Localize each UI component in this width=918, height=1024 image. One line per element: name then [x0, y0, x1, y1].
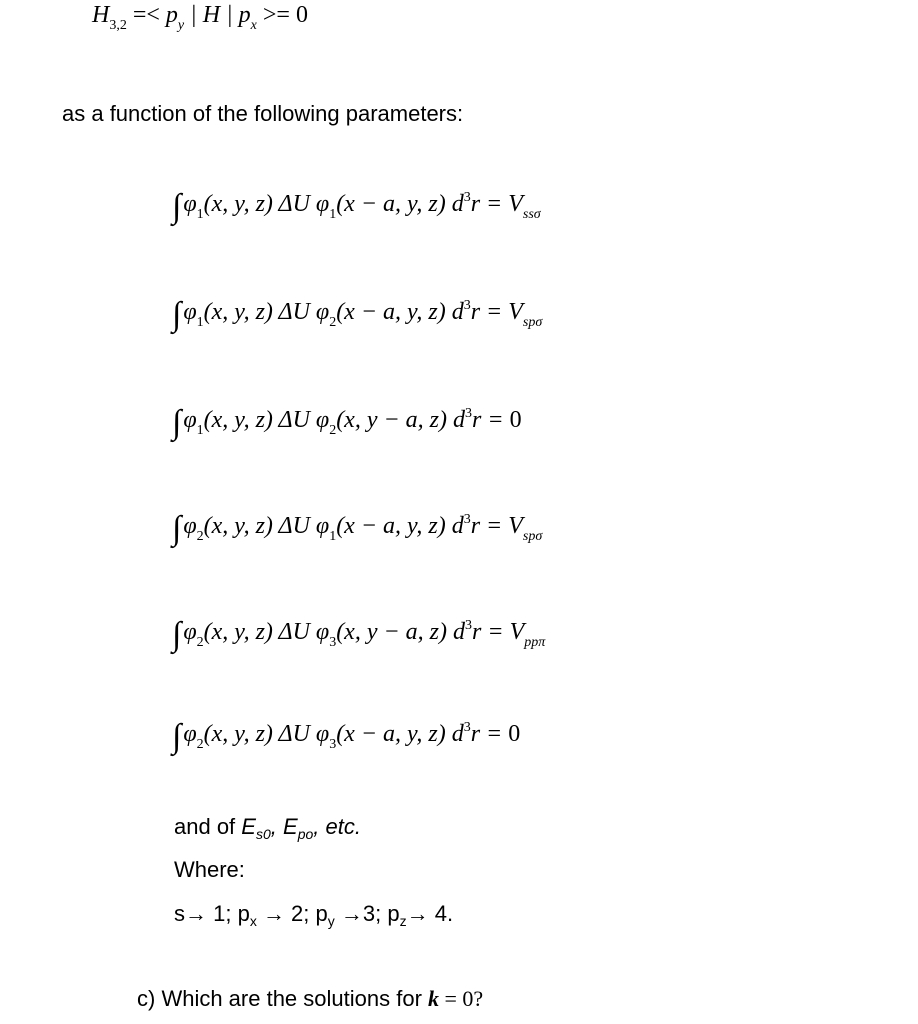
and-prefix: and of	[174, 814, 242, 839]
orbital-py: p	[165, 2, 178, 28]
rhs: V	[509, 619, 525, 645]
phi-b: φ	[315, 191, 330, 217]
args-b: (x − a, y, z) d	[336, 721, 464, 747]
orbital-py-subscript: y	[327, 913, 335, 929]
integral-sign: ∫	[172, 718, 182, 755]
equation-row	[172, 510, 542, 548]
rhs-subscript: spσ	[522, 529, 543, 544]
orbital-s: s	[174, 901, 185, 926]
hamiltonian-element-line	[92, 2, 308, 34]
orbital-py-index: →3;	[334, 901, 388, 926]
question-label: c) Which are the solutions for	[137, 986, 429, 1011]
equation-row	[172, 188, 541, 226]
phi-a: φ	[183, 407, 197, 433]
integral-sign: ∫	[172, 296, 182, 333]
where-label: Where:	[174, 857, 245, 882]
question-c	[137, 986, 483, 1012]
orbital-pz-index: → 4.	[406, 901, 454, 926]
tail: r =	[470, 513, 509, 539]
tail: r =	[472, 619, 510, 645]
phi-a-subscript: 2	[196, 635, 204, 650]
integral-sign: ∫	[172, 616, 182, 653]
power: 3	[463, 298, 471, 313]
args-a: (x, y, z) ΔU	[203, 513, 316, 539]
phi-a: φ	[183, 721, 197, 747]
ket-close-result: >= 0	[256, 2, 308, 28]
rhs: 0	[509, 407, 522, 433]
phi-a-subscript: 1	[196, 207, 204, 222]
hamiltonian-subscript: 3,2	[109, 18, 127, 33]
args-a: (x, y, z) ΔU	[203, 299, 316, 325]
orbital-px: p	[238, 2, 251, 28]
bra-open: =<	[126, 2, 166, 28]
orbital-px-index: → 2;	[256, 901, 316, 926]
phi-b-subscript: 3	[329, 737, 337, 752]
orbital-s-index: → 1;	[185, 901, 238, 926]
args-b: (x − a, y, z) d	[336, 191, 464, 217]
orbital-py: p	[315, 901, 328, 926]
hamiltonian-symbol: H	[92, 2, 110, 28]
separator: ,	[270, 814, 283, 839]
rhs: V	[508, 191, 523, 217]
phi-a: φ	[183, 191, 197, 217]
integral-sign: ∫	[172, 404, 182, 441]
phi-a-subscript: 2	[196, 737, 204, 752]
phi-b-subscript: 1	[329, 529, 337, 544]
energy-s: E	[241, 814, 256, 839]
phi-b: φ	[315, 299, 330, 325]
integral-sign: ∫	[172, 188, 182, 225]
rhs-subscript: spσ	[522, 315, 543, 330]
tail: r =	[470, 721, 509, 747]
phi-a: φ	[183, 513, 197, 539]
phi-b: φ	[315, 513, 330, 539]
args-a: (x, y, z) ΔU	[203, 191, 316, 217]
orbital-py-subscript: y	[177, 18, 185, 33]
energy-p: E	[283, 814, 298, 839]
args-a: (x, y, z) ΔU	[203, 619, 316, 645]
rhs: V	[508, 513, 523, 539]
power: 3	[465, 618, 473, 633]
k-vector: k	[428, 986, 440, 1011]
phi-b: φ	[315, 619, 330, 645]
phi-b: φ	[315, 721, 330, 747]
orbital-px-subscript: x	[250, 18, 257, 33]
phi-b-subscript: 1	[329, 207, 337, 222]
args-b: (x, y − a, z) d	[336, 407, 466, 433]
phi-b-subscript: 2	[329, 315, 337, 330]
equation-row	[172, 404, 522, 442]
orbital-px: p	[237, 901, 250, 926]
args-b: (x, y − a, z) d	[336, 619, 466, 645]
tail: r =	[470, 299, 509, 325]
rhs: V	[508, 299, 523, 325]
orbital-pz: p	[387, 901, 400, 926]
phi-b-subscript: 2	[329, 423, 337, 438]
intro-text: as a function of the following parameters:	[62, 101, 464, 126]
question-tail: = 0?	[439, 986, 484, 1011]
rhs-subscript: ssσ	[522, 207, 541, 222]
equation-row	[172, 718, 520, 756]
phi-a-subscript: 1	[196, 423, 204, 438]
rhs-subscript: ppπ	[524, 635, 546, 650]
tail: r =	[472, 407, 510, 433]
phi-b: φ	[315, 407, 330, 433]
integral-sign: ∫	[172, 510, 182, 547]
phi-a-subscript: 1	[196, 315, 204, 330]
energy-parameters-line	[174, 814, 361, 842]
power: 3	[463, 512, 471, 527]
power: 3	[463, 720, 471, 735]
phi-a-subscript: 2	[196, 529, 204, 544]
args-a: (x, y, z) ΔU	[203, 407, 316, 433]
phi-a: φ	[183, 299, 197, 325]
args-b: (x − a, y, z) d	[336, 299, 464, 325]
energy-s-subscript: s0	[255, 826, 271, 842]
orbital-pz-subscript: z	[399, 913, 407, 929]
args-b: (x − a, y, z) d	[336, 513, 464, 539]
equation-row	[172, 296, 542, 334]
orbital-px-subscript: x	[249, 913, 257, 929]
orbital-index-mapping	[174, 901, 453, 929]
etc-suffix: , etc.	[313, 814, 361, 839]
phi-b-subscript: 3	[329, 635, 337, 650]
args-a: (x, y, z) ΔU	[203, 721, 316, 747]
power: 3	[463, 190, 471, 205]
operator-middle: | H |	[184, 2, 239, 28]
power: 3	[465, 406, 473, 421]
rhs: 0	[508, 721, 521, 747]
equation-row	[172, 616, 545, 654]
tail: r =	[470, 191, 509, 217]
phi-a: φ	[183, 619, 197, 645]
energy-p-subscript: po	[297, 826, 314, 842]
